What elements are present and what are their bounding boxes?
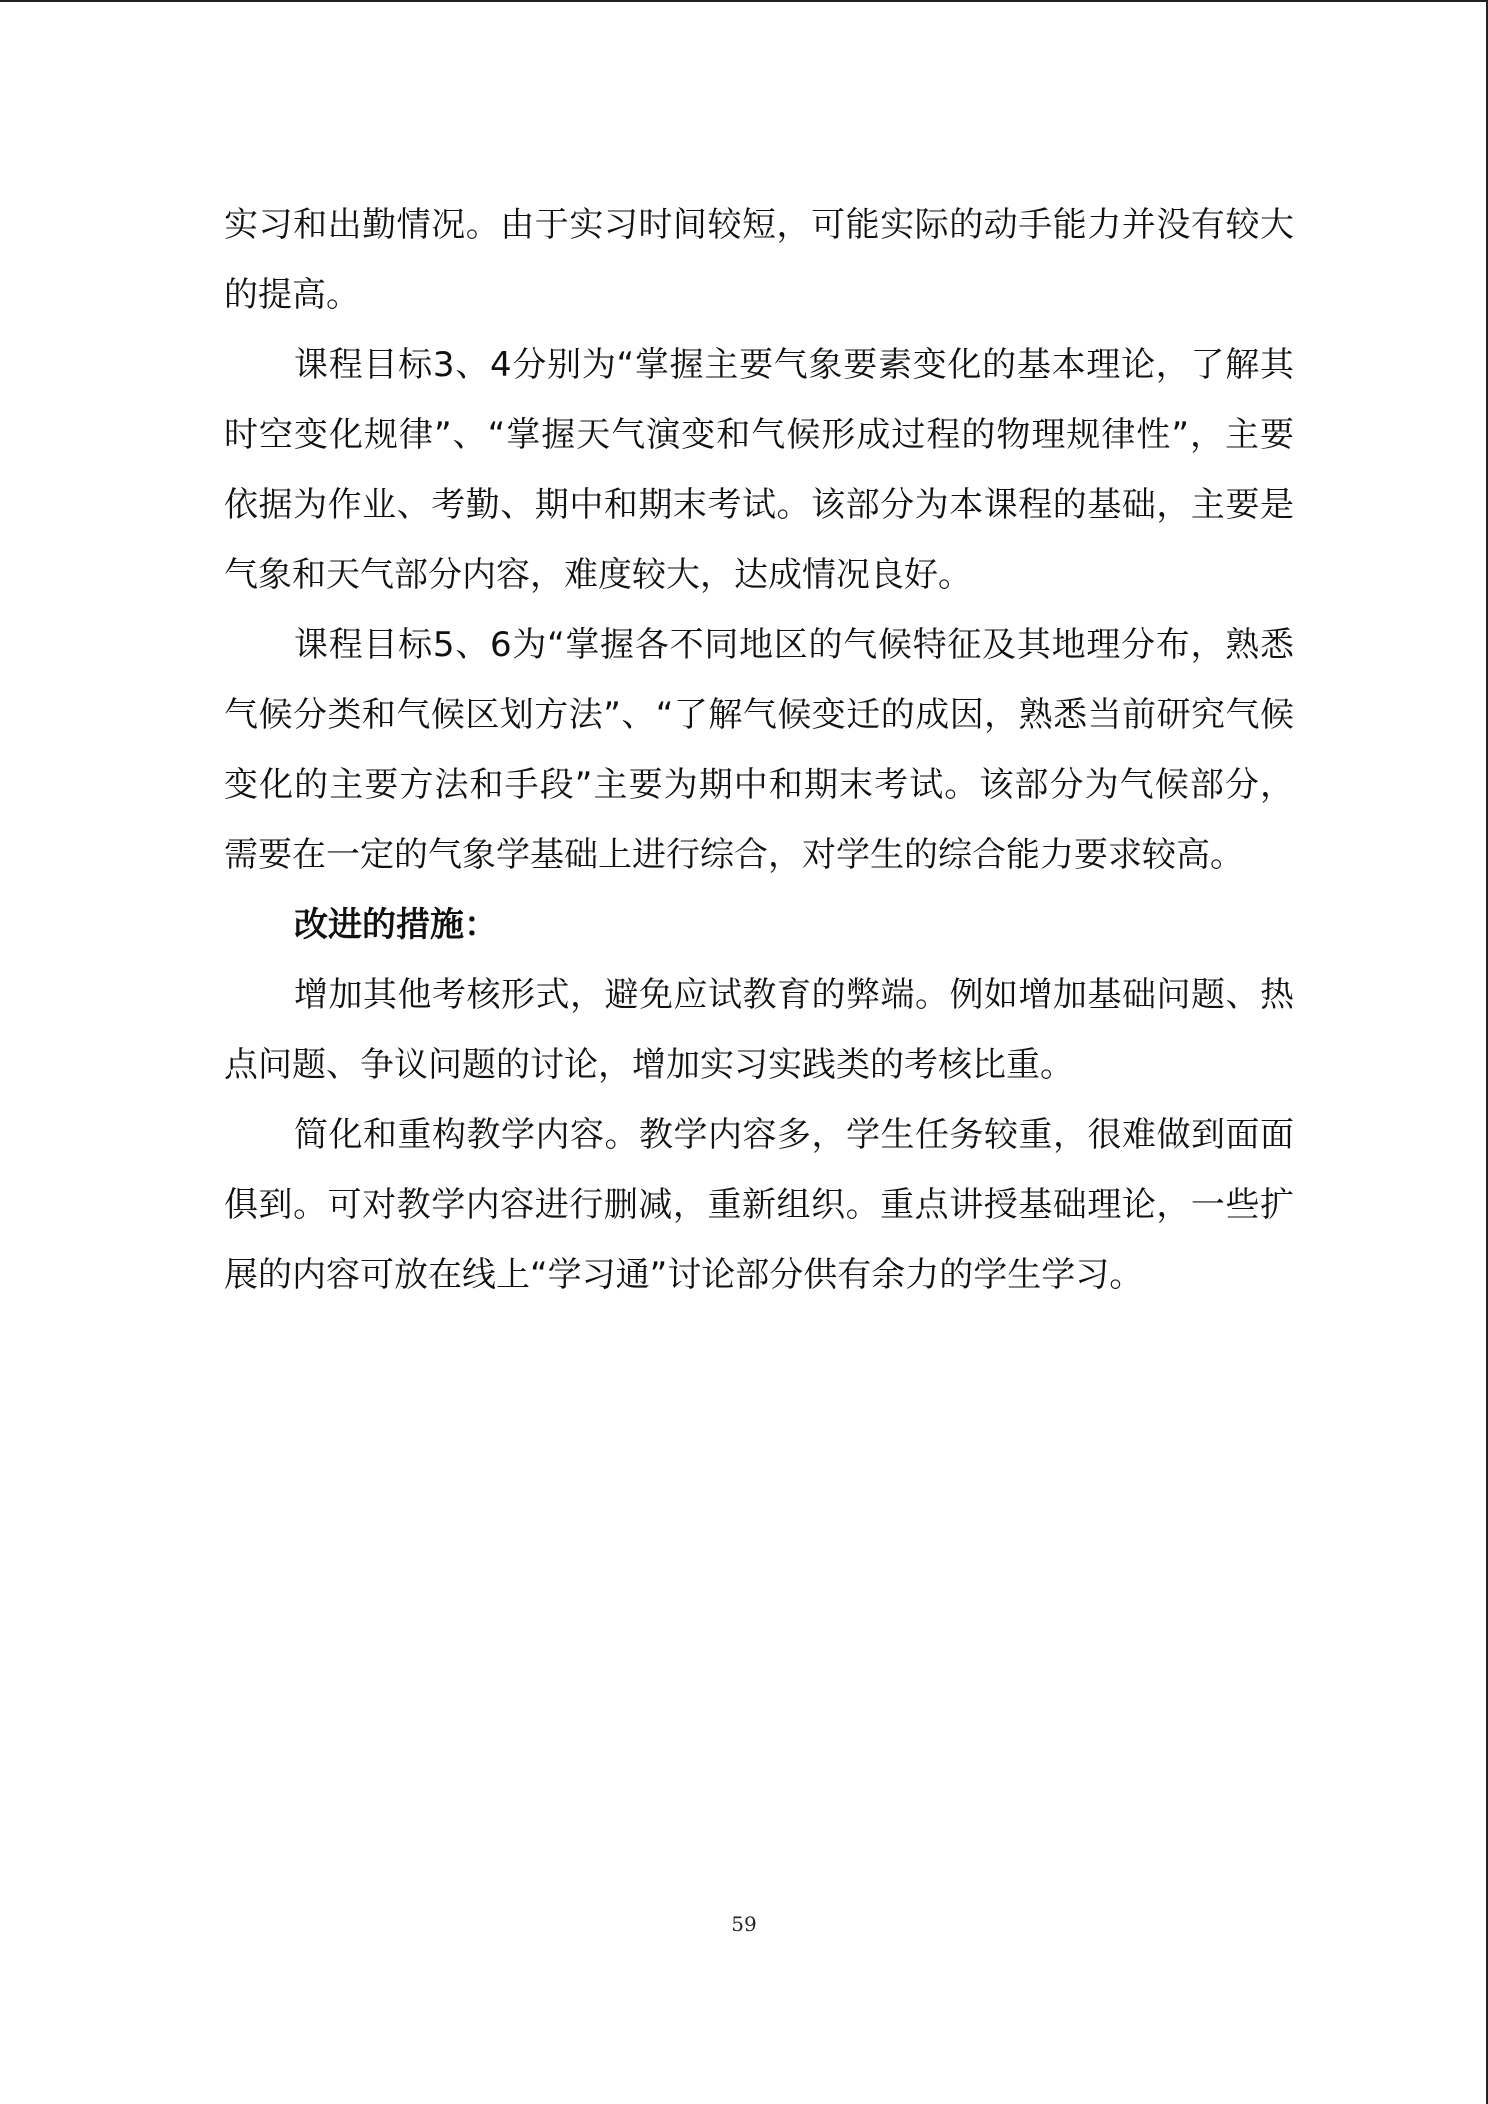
page-border-top: [0, 0, 1488, 2]
document-body: [224, 190, 1294, 1310]
paragraph-course-goals-5-6: 课程目标5、6为“掌握各不同地区的气候特征及其地理分布，熟悉气候分类和气候区划方法”、“了解气候变迁的成因，熟悉当前研究气候变化的主要方法和手段”主要为期中和期末考试。该部分为气候部分，需要在一定的气象学基础上进行综合，对学生的综合能力要求较高。: [224, 625, 1294, 875]
paragraph-course-goals-3-4: 课程目标3、4分别为“掌握主要气象要素变化的基本理论，了解其时空变化规律”、“掌握天气演变和气候形成过程的物理规律性”，主要依据为作业、考勤、期中和期末考试。该部分为本课程的基础，主要是气象和天气部分内容，难度较大，达成情况良好。: [224, 345, 1294, 595]
paragraph-internship-attendance: 实习和出勤情况。由于实习时间较短，可能实际的动手能力并没有较大的提高。: [224, 205, 1294, 315]
page-number: 59: [731, 1912, 757, 1936]
paragraph-assessment-forms: 增加其他考核形式，避免应试教育的弊端。例如增加基础问题、热点问题、争议问题的讨论，增加实习实践类的考核比重。: [224, 975, 1294, 1085]
paragraph-simplify-content: 简化和重构教学内容。教学内容多，学生任务较重，很难做到面面俱到。可对教学内容进行删减，重新组织。重点讲授基础理论，一些扩展的内容可放在线上“学习通”讨论部分供有余力的学生学习。: [224, 1115, 1294, 1295]
section-heading-improvement-measures: 改进的措施：: [294, 905, 498, 945]
